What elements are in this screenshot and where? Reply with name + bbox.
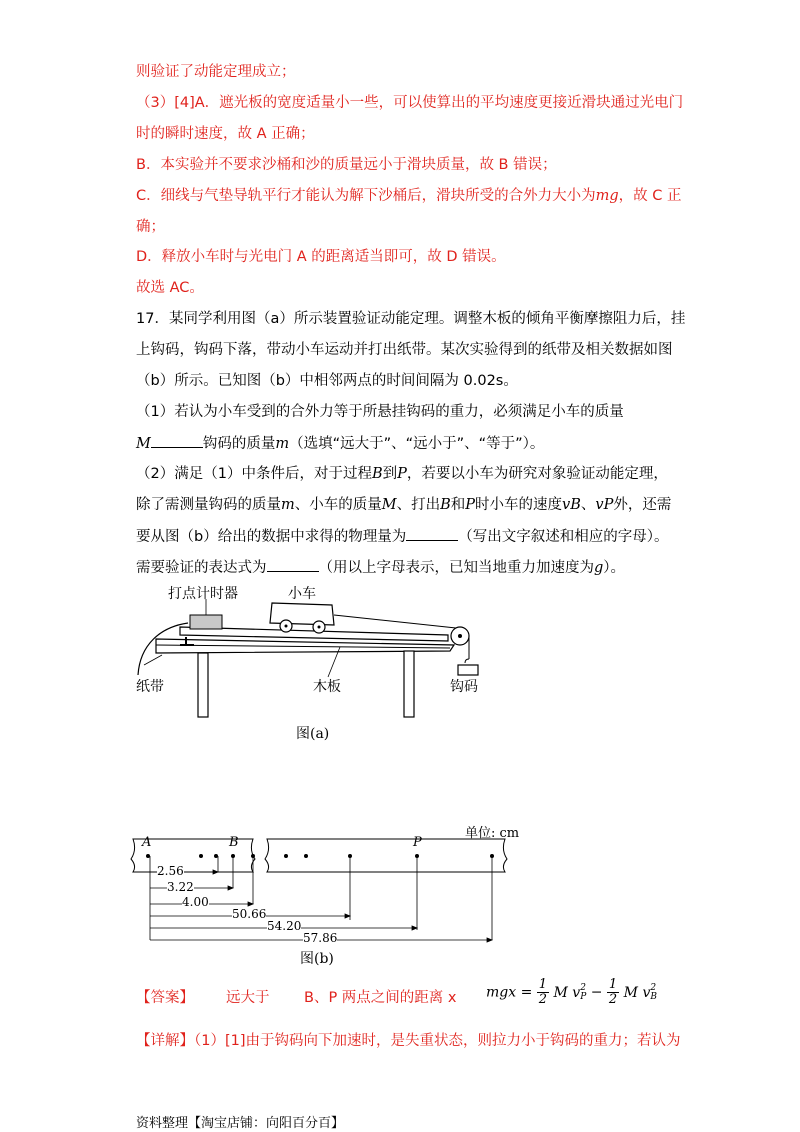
symbol: vP xyxy=(595,497,614,513)
text: 、小车的质量 xyxy=(294,497,382,513)
text: 要从图（b）给出的数据中求得的物理量为 xyxy=(136,529,407,545)
solution-line: 确； xyxy=(136,219,165,235)
distance-label: 2.56 xyxy=(157,864,184,878)
symbol: m xyxy=(275,436,290,452)
symbol: B xyxy=(440,497,451,513)
solution-line: 则验证了动能定理成立； xyxy=(136,64,296,80)
fraction-half: $\frac{1}{2}$ xyxy=(608,977,618,1007)
label-board: 木板 xyxy=(313,679,341,695)
question-text: 上钩码，钩码下落，带动小车运动并打出纸带。某次实验得到的纸带及相关数据如图 xyxy=(136,342,673,358)
tape-dot xyxy=(199,854,203,858)
point-b-label: B xyxy=(229,835,239,850)
tape-dot xyxy=(214,854,218,858)
answer-tag: 【答案】 xyxy=(136,990,194,1006)
figure-b-caption: 图(b) xyxy=(300,951,334,967)
distance-label: 54.20 xyxy=(267,919,302,933)
question-text: （b）所示。已知图（b）中相邻两点的时间间隔为 0.02s。 xyxy=(136,373,518,389)
cart-body xyxy=(270,603,334,625)
answer-blank xyxy=(267,557,319,572)
symbol: vB xyxy=(562,497,581,513)
point-p-label: P xyxy=(413,835,422,850)
tape-dot xyxy=(146,854,150,858)
eq-term: M v 2 B xyxy=(623,982,657,1002)
text: （选填“远大于”、“远小于”、“等于”）。 xyxy=(289,436,545,452)
table-leg xyxy=(404,651,414,717)
figure-a-caption: 图(a) xyxy=(296,726,330,742)
text: 和 xyxy=(450,497,466,513)
text: C．细线与气垫导轨平行才能认为解下沙桶后，滑块所受的合外力大小为 xyxy=(136,188,596,204)
text: ）。 xyxy=(603,560,626,576)
distance-label: 50.66 xyxy=(232,907,267,921)
distance-label: 3.22 xyxy=(167,880,194,894)
distance-label: 57.86 xyxy=(303,931,338,945)
tape-dot xyxy=(304,854,308,858)
solution-line xyxy=(136,186,682,206)
timer-box xyxy=(190,615,222,629)
detail-row xyxy=(136,1031,681,1051)
symbol: M xyxy=(381,497,397,513)
tape-piece xyxy=(265,839,507,872)
fraction-half: $\frac{1}{2}$ xyxy=(538,977,548,1007)
label-weight: 钩码 xyxy=(450,679,478,695)
question-text: （1）若认为小车受到的合外力等于所悬挂钩码的重力，必须满足小车的质量 xyxy=(136,404,624,420)
detail-tag: 【详解】 xyxy=(136,1033,194,1049)
text: 外，还需 xyxy=(613,497,672,513)
page-footer: 资料整理【淘宝店铺：向阳百分百】 xyxy=(136,1116,345,1131)
distance-label: 4.00 xyxy=(182,895,209,909)
eq-lhs: mgx = xyxy=(486,984,533,1001)
symbol: P xyxy=(397,466,407,482)
solution-line: B．本实验并不要求沙桶和沙的质量远小于滑块质量，故 B 错误； xyxy=(136,157,557,173)
label-tape: 纸带 xyxy=(136,679,164,695)
text: ，若要以小车为研究对象验证动能定理， xyxy=(406,466,668,482)
symbol: mg xyxy=(595,188,619,204)
tape-dot xyxy=(284,854,288,858)
question-text xyxy=(136,495,671,515)
solution-line: （3）[4]A．遮光板的宽度适量小一些，可以使算出的平均速度更接近滑块通过光电门 xyxy=(136,95,684,111)
solution-line: D．释放小车时与光电门 A 的距离适当即可，故 D 错误。 xyxy=(136,249,506,265)
question-text: 17．某同学利用图（a）所示装置验证动能定理。调整木板的倾角平衡摩擦阻力后，挂 xyxy=(136,311,686,327)
hanging-weight xyxy=(458,665,478,675)
symbol: P xyxy=(465,497,476,513)
text: 、打出 xyxy=(396,497,441,513)
detail-text: （1）[1]由于钩码向下加速时，是失重状态，则拉力小于钩码的重力；若认为 xyxy=(194,1033,681,1049)
table-leg xyxy=(198,653,208,717)
question-text xyxy=(136,464,668,484)
answer-2: B、P 两点之间的距离 x xyxy=(304,990,457,1006)
text: ，故 C 正 xyxy=(618,188,682,204)
text: （写出文字叙述和相应的字母）。 xyxy=(458,529,669,545)
answer-equation xyxy=(486,978,657,1007)
point-a-label: A xyxy=(142,835,152,850)
text: 到 xyxy=(382,466,398,482)
symbol: m xyxy=(281,497,295,513)
text: 、 xyxy=(580,497,596,513)
answer-row xyxy=(136,988,194,1008)
eq-term: M v 2 P xyxy=(553,982,587,1002)
symbol: g xyxy=(594,560,604,576)
text: （2）满足（1）中条件后，对于过程 xyxy=(136,466,372,482)
symbol: B xyxy=(371,466,383,482)
answer-1: 远大于 xyxy=(226,990,270,1006)
question-text xyxy=(136,433,544,454)
answer-blank xyxy=(406,526,458,541)
solution-line: 故选 AC。 xyxy=(136,280,204,296)
text: 时小车的速度 xyxy=(475,497,563,513)
question-text xyxy=(136,526,668,547)
solution-line: 时的瞬时速度，故 A 正确； xyxy=(136,126,315,142)
symbol: M xyxy=(136,436,151,452)
label-timer: 打点计时器 xyxy=(168,586,238,602)
answer-blank xyxy=(151,433,203,448)
eq-minus: − xyxy=(590,984,603,1001)
text: 需要验证的表达式为 xyxy=(136,560,267,576)
text: （用以上字母表示，已知当地重力加速度为 xyxy=(318,560,594,576)
text: 除了需测量钩码的质量 xyxy=(136,497,281,513)
unit-label: 单位: cm xyxy=(465,826,520,841)
label-cart: 小车 xyxy=(288,586,316,602)
text: 钩码的质量 xyxy=(202,436,276,452)
